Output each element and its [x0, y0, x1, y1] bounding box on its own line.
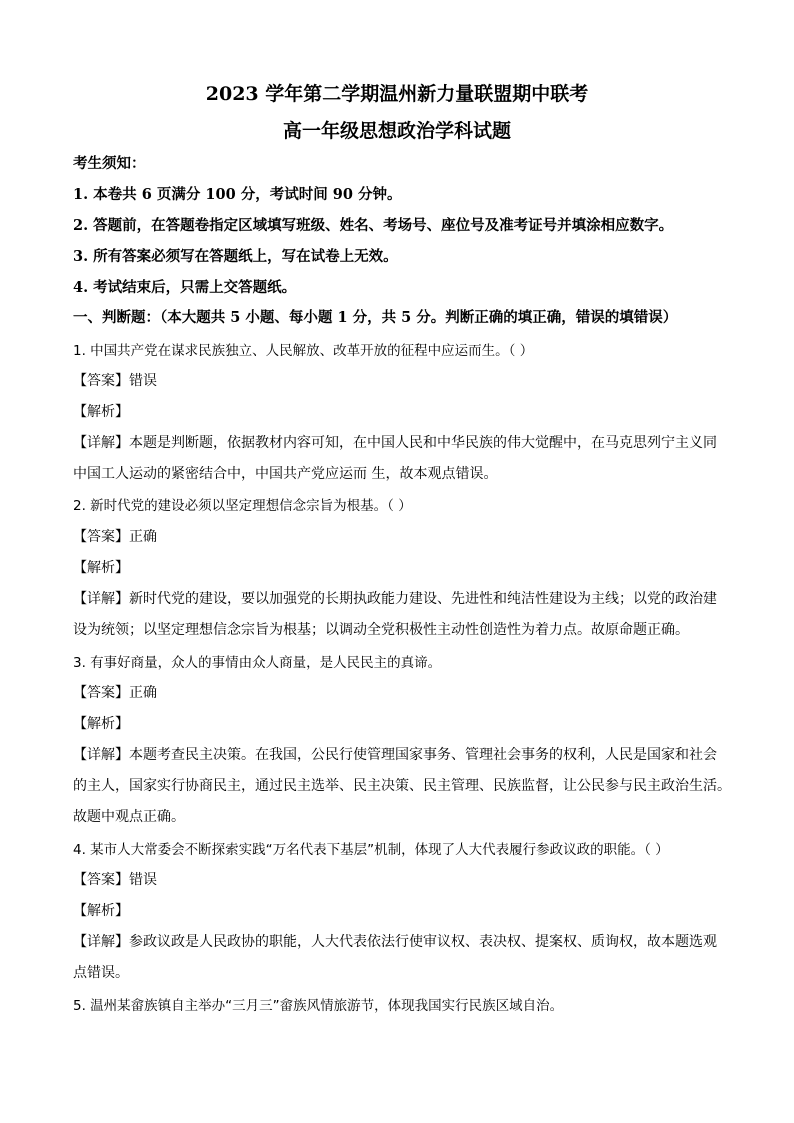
answer-label: 【答案】	[73, 685, 129, 701]
notice-item: 3. 所有答案必须写在答题纸上，写在试卷上无效。	[73, 248, 398, 265]
answer-row	[73, 869, 734, 889]
notice-item: 1. 本卷共 6 页满分 100 分，考试时间 90 分钟。	[73, 186, 402, 203]
answer-value: 错误	[129, 373, 157, 389]
detail-label: 【详解】	[73, 934, 129, 950]
answer-row	[73, 682, 734, 702]
answer-value: 错误	[129, 872, 157, 888]
answer-value: 正确	[129, 529, 157, 545]
question-stem: 3. 有事好商量，众人的事情由众人商量，是人民民主的真谛。	[73, 655, 442, 671]
notice-item: 4. 考试结束后，只需上交答题纸。	[73, 279, 297, 296]
detail-line	[73, 432, 734, 452]
question-stem: 1. 中国共产党在谋求民族独立、人民解放、改革开放的征程中应运而生。（ ）	[73, 343, 534, 359]
answer-label: 【答案】	[73, 373, 129, 389]
section-heading: 一、判断题：（本大题共 5 小题、每小题 1 分，共 5 分。判断正确的填正确，错误的填错误）	[73, 309, 678, 326]
detail-line: 的主人，国家实行协商民主，通过民主选举、民主决策、民主管理、民族监督，让公民参与民主政治生活。	[73, 778, 731, 794]
detail-line: 点错误。	[73, 965, 129, 981]
notice-heading: 考生须知：	[73, 155, 146, 172]
analysis-label: 【解析】	[73, 404, 129, 420]
detail-line	[73, 931, 734, 951]
detail-text: 参政议政是人民政协的职能，人大代表依法行使审议权、表决权、提案权、质询权，故本题选观	[129, 934, 717, 950]
analysis-label: 【解析】	[73, 903, 129, 919]
question-stem: 5. 温州某畲族镇自主举办“三月三”畲族风情旅游节，体现我国实行民族区域自治。	[73, 998, 564, 1014]
answer-value: 正确	[129, 685, 157, 701]
answer-label: 【答案】	[73, 529, 129, 545]
detail-label: 【详解】	[73, 591, 129, 607]
answer-label: 【答案】	[73, 872, 129, 888]
notice-item: 2. 答题前，在答题卷指定区域填写班级、姓名、考场号、座位号及准考证号并填涂相应数字。	[73, 217, 674, 234]
answer-row	[73, 526, 734, 546]
detail-label: 【详解】	[73, 435, 129, 451]
analysis-label: 【解析】	[73, 716, 129, 732]
detail-text: 新时代党的建设，要以加强党的长期执政能力建设、先进性和纯洁性建设为主线；以党的政治建	[129, 591, 717, 607]
exam-subtitle: 高一年级思想政治学科试题	[282, 120, 511, 142]
question-stem: 4. 某市人大常委会不断探索实践“万名代表下基层”机制，体现了人大代表履行参政议政的职能。（ ）	[73, 842, 669, 858]
analysis-label: 【解析】	[73, 560, 129, 576]
exam-title: 2023 学年第二学期温州新力量联盟期中联考	[205, 83, 589, 105]
detail-line	[73, 744, 734, 764]
question-stem: 2. 新时代党的建设必须以坚定理想信念宗旨为根基。（ ）	[73, 498, 412, 514]
detail-line: 故题中观点正确。	[73, 809, 185, 825]
detail-line: 中国工人运动的紧密结合中，中国共产党应运而 生，故本观点错误。	[73, 466, 498, 482]
detail-line	[73, 588, 734, 608]
detail-text: 本题考查民主决策。在我国，公民行使管理国家事务、管理社会事务的权利，人民是国家和社会	[129, 747, 717, 763]
detail-text: 本题是判断题，依据教材内容可知，在中国人民和中华民族的伟大觉醒中，在马克思列宁主义同	[129, 435, 717, 451]
answer-row	[73, 370, 734, 390]
detail-label: 【详解】	[73, 747, 129, 763]
detail-line: 设为统领；以坚定理想信念宗旨为根基；以调动全党积极性主动性创造性为着力点。故原命题正确。	[73, 622, 689, 638]
